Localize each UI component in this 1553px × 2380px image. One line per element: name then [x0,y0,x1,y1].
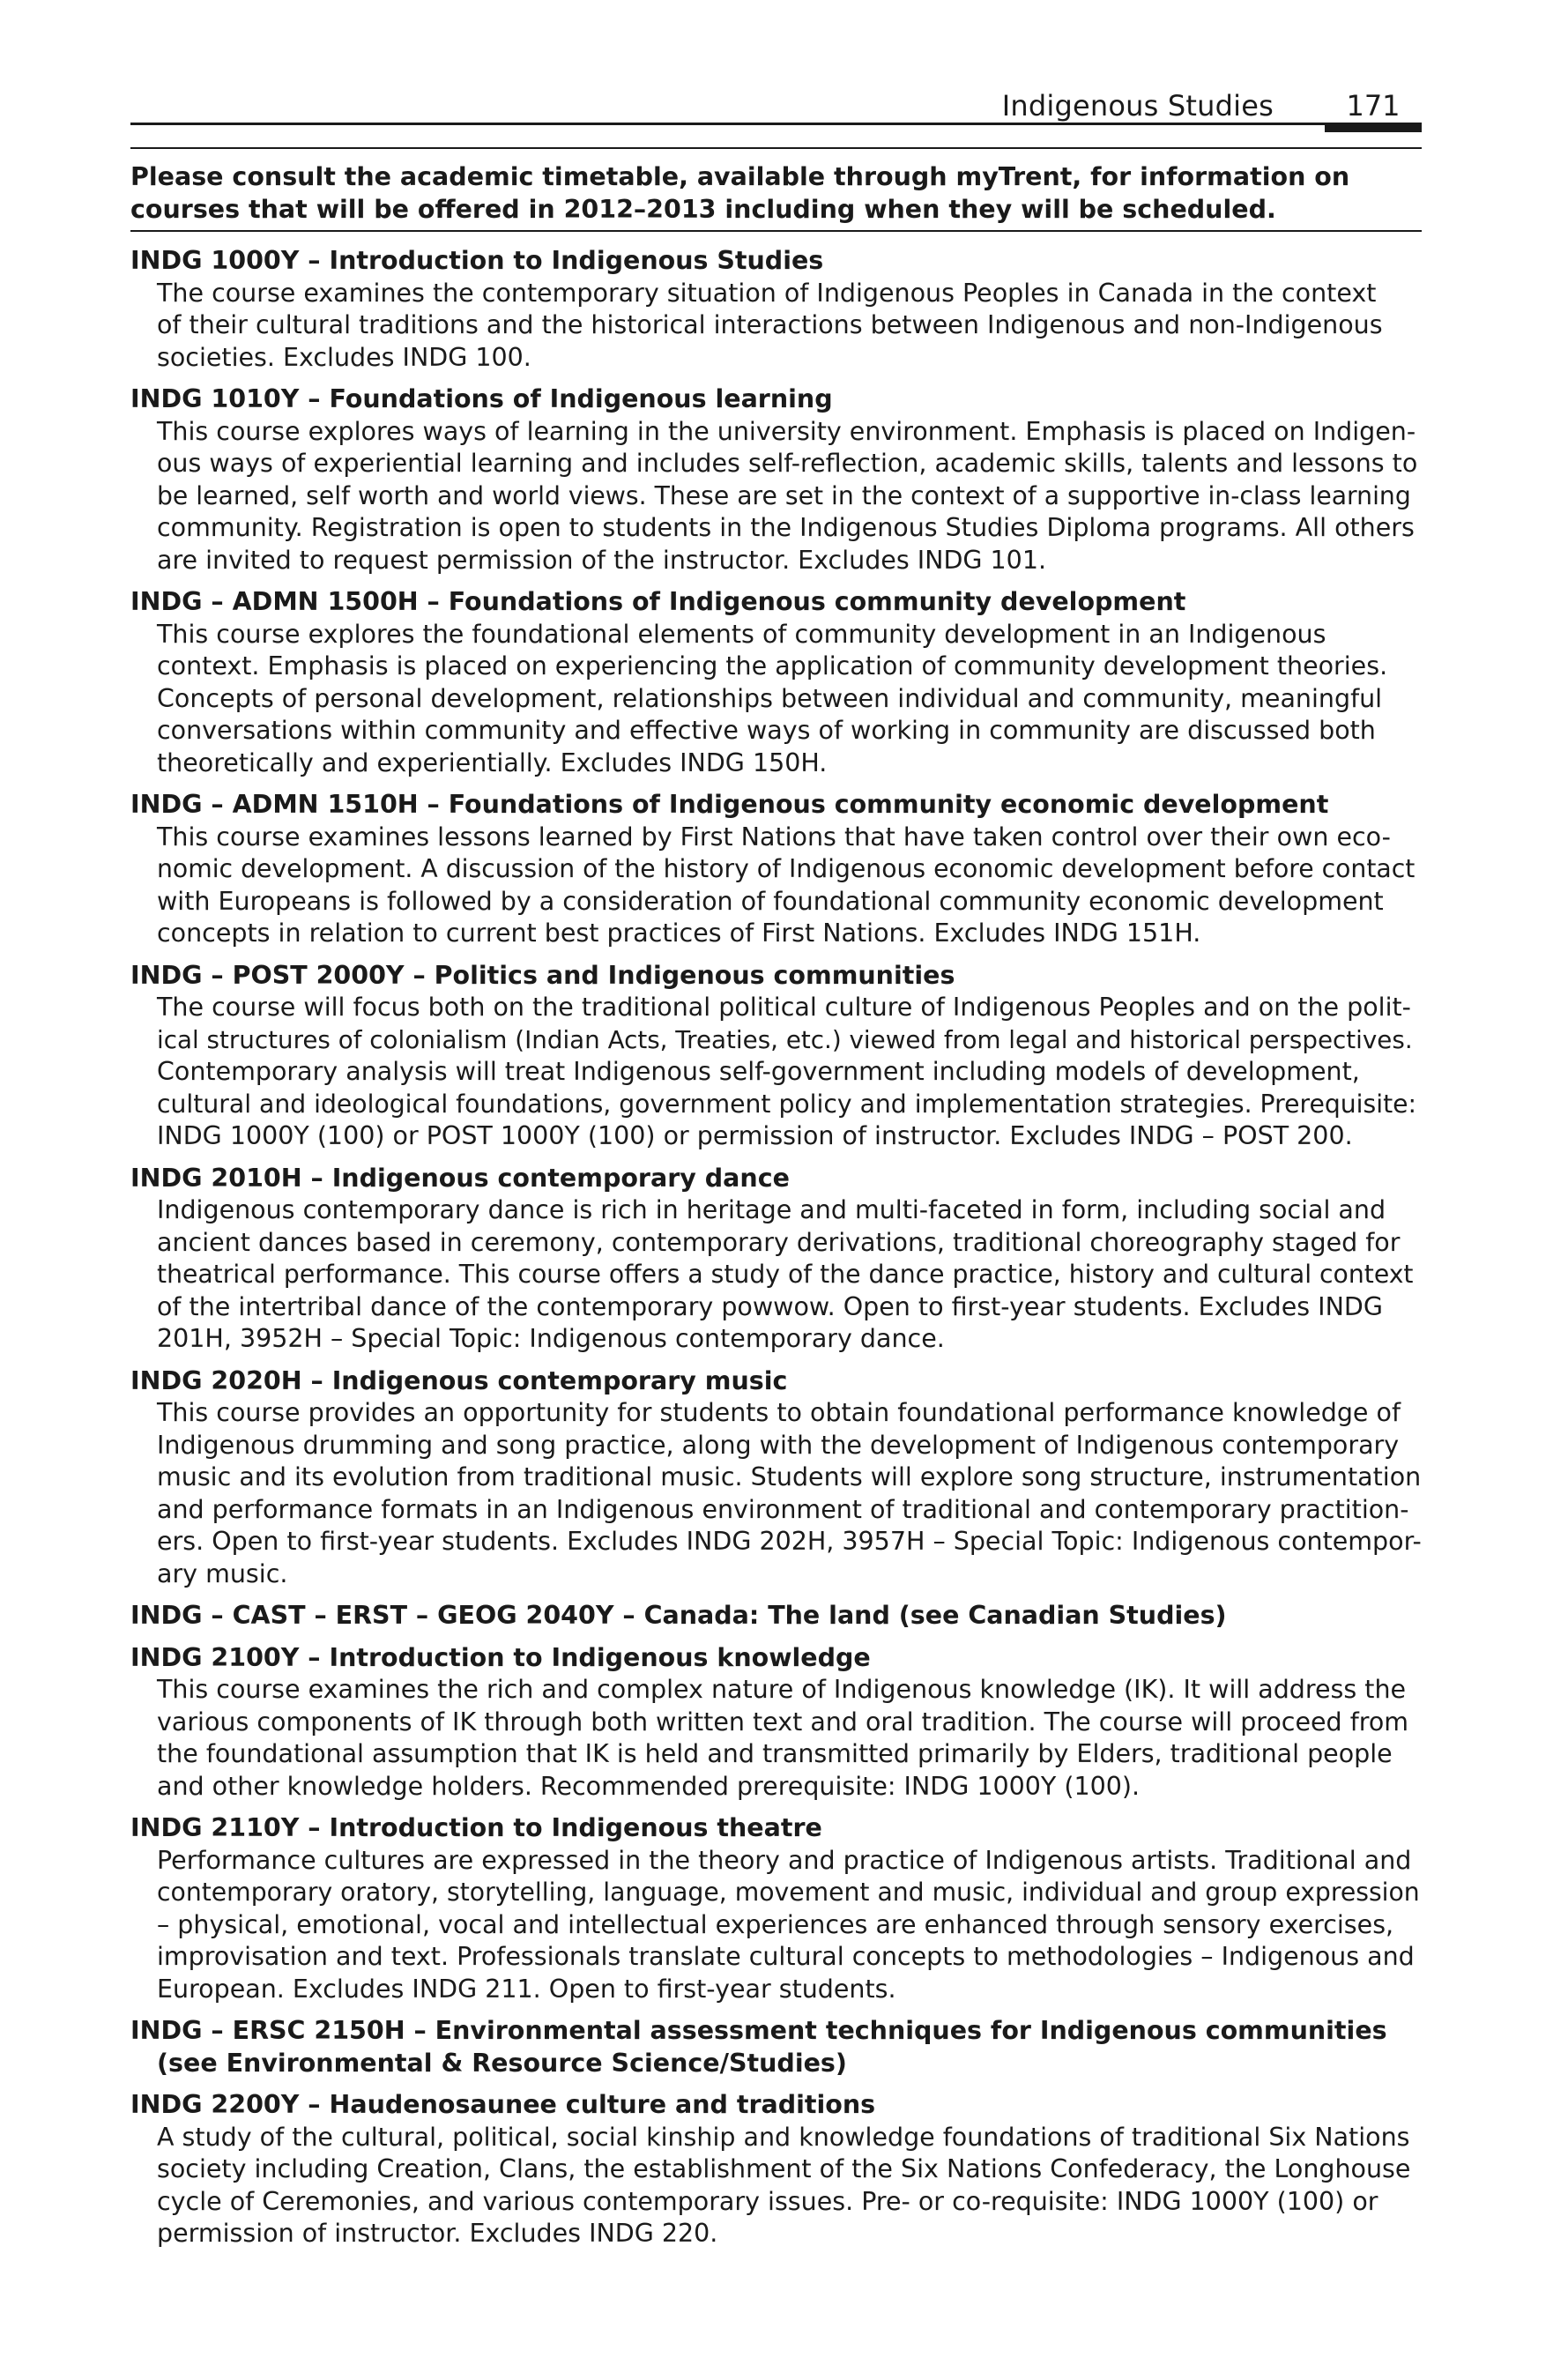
description-line: Concepts of personal development, relationships between individual and community, meaningful [157,683,1383,713]
description-line: music and its evolution from traditional music. Students will explore song structure, instrumentation [157,1462,1422,1491]
description-line: theoretically and experientially. Excludes INDG 150H. [157,747,828,777]
description-line: cultural and ideological foundations, government policy and implementation strategies. Prerequisite: [157,1089,1417,1119]
description-line: – physical, emotional, vocal and intellectual experiences are enhanced through sensory exercises, [157,1909,1394,1939]
page-number: 171 [1346,89,1401,123]
course-description [130,619,1422,780]
course-description [130,1674,1422,1803]
description-line: The course examines the contemporary situation of Indigenous Peoples in Canada in the context [157,278,1377,308]
description-line: conversations within community and effective ways of working in community are discussed both [157,716,1376,745]
description-line: This course examines the rich and complex nature of Indigenous knowledge (IK). It will address the [157,1675,1407,1704]
course-entry [130,1642,1422,1804]
course-entry [130,1812,1422,2005]
course-description [130,822,1422,950]
course-entry [130,586,1422,779]
description-line: various components of IK through both written text and oral tradition. The course will proceed from [157,1707,1409,1737]
description-line: and other knowledge holders. Recommended prerequisite: INDG 1000Y (100). [157,1771,1141,1801]
course-entry [130,2089,1422,2250]
description-line: context. Emphasis is placed on experiencing the application of community development theories. [157,651,1388,681]
course-entry [130,245,1422,374]
course-title: INDG 1010Y – Foundations of Indigenous learning [130,384,833,413]
description-line: with Europeans is followed by a consideration of foundational community economic development [157,886,1384,916]
description-line: improvisation and text. Professionals translate cultural concepts to methodologies – Indigenous and [157,1942,1415,1971]
description-line: community. Registration is open to students in the Indigenous Studies Diploma programs. All others [157,513,1415,542]
course-title: INDG – ADMN 1500H – Foundations of Indigenous community development [130,587,1186,616]
course-entry [130,960,1422,1153]
description-line: ancient dances based in ceremony, contemporary derivations, traditional choreography staged for [157,1227,1401,1257]
description-line: permission of instructor. Excludes INDG 220. [157,2219,718,2248]
course-description [130,2122,1422,2250]
description-line: ers. Open to first-year students. Excludes INDG 202H, 3957H – Special Topic: Indigenous contempor- [157,1527,1422,1556]
running-head-section: Indigenous Studies [1001,89,1274,123]
description-line: of their cultural traditions and the historical interactions between Indigenous and non-Indigenous [157,310,1383,339]
description-line: Performance cultures are expressed in the theory and practice of Indigenous artists. Traditional and [157,1845,1412,1875]
description-line: and performance formats in an Indigenous environment of traditional and contemporary practition- [157,1494,1409,1524]
description-line: of the intertribal dance of the contemporary powwow. Open to first-year students. Excludes INDG [157,1291,1383,1321]
description-line: ous ways of experiential learning and includes self-reflection, academic skills, talents and lessons to [157,449,1418,478]
description-line: Indigenous contemporary dance is rich in heritage and multi-faceted in form, including social and [157,1195,1386,1224]
description-line: This course examines lessons learned by First Nations that have taken control over their own eco- [157,822,1391,852]
description-line: cycle of Ceremonies, and various contemporary issues. Pre- or co-requisite: INDG 1000Y (100) or [157,2186,1378,2216]
course-entry [130,2015,1422,2079]
description-line: European. Excludes INDG 211. Open to first-year students. [157,1974,896,2004]
description-line: This course provides an opportunity for students to obtain foundational performance knowledge of [157,1398,1401,1427]
course-description [130,992,1422,1153]
course-title: INDG – ADMN 1510H – Foundations of Indigenous community economic development [130,790,1329,819]
course-title: INDG – CAST – ERST – GEOG 2040Y – Canada: The land (see Canadian Studies) [130,1601,1227,1630]
course-description [130,416,1422,577]
notice-top-rule [130,147,1422,149]
course-entry [130,1365,1422,1591]
course-description [130,1845,1422,2006]
timetable-notice: Please consult the academic timetable, available through myTrent, for information on courses that will be offered in 2012–2013 including when they will be scheduled. [130,162,1350,224]
description-line: concepts in relation to current best practices of First Nations. Excludes INDG 151H. [157,919,1201,948]
description-line: ical structures of colonialism (Indian Acts, Treaties, etc.) viewed from legal and historical perspectives. [157,1024,1413,1054]
description-line: ary music. [157,1558,288,1588]
description-line: societies. Excludes INDG 100. [157,342,531,372]
course-description [130,278,1422,375]
description-line: the foundational assumption that IK is held and transmitted primarily by Elders, traditional people [157,1739,1393,1768]
description-line: 201H, 3952H – Special Topic: Indigenous contemporary dance. [157,1324,945,1353]
description-line: theatrical performance. This course offers a study of the dance practice, history and cultural context [157,1260,1414,1289]
description-line: contemporary oratory, storytelling, language, movement and music, individual and group expression [157,1878,1420,1907]
description-line: A study of the cultural, political, social kinship and knowledge foundations of traditional Six Nations [157,2122,1410,2152]
description-line: INDG 1000Y (100) or POST 1000Y (100) or permission of instructor. Excludes INDG – POST 200. [157,1121,1353,1150]
running-head [130,78,1422,123]
course-description [130,1397,1422,1590]
course-title: INDG 2020H – Indigenous contemporary music [130,1365,788,1395]
description-line: This course explores ways of learning in the university environment. Emphasis is placed on Indigen- [157,416,1416,446]
description-line: This course explores the foundational elements of community development in an Indigenous [157,619,1326,649]
description-line: nomic development. A discussion of the history of Indigenous economic development before contact [157,854,1416,883]
course-description [130,1194,1422,1356]
course-entry [130,789,1422,950]
course-entry [130,383,1422,576]
description-line: Contemporary analysis will treat Indigenous self-government including models of development, [157,1057,1360,1086]
page-number-tab [1325,123,1422,132]
notice-bottom-rule [130,230,1422,232]
course-title: INDG 2100Y – Introduction to Indigenous knowledge [130,1642,871,1672]
description-line: be learned, self worth and world views. These are set in the context of a supportive in-class learning [157,480,1411,510]
description-line: Indigenous drumming and song practice, along with the development of Indigenous contemporary [157,1430,1400,1460]
catalog-page [130,0,1422,2380]
course-title: INDG – POST 2000Y – Politics and Indigenous communities [130,960,955,990]
description-line: are invited to request permission of the instructor. Excludes INDG 101. [157,545,1047,575]
course-title: INDG 1000Y – Introduction to Indigenous Studies [130,246,824,275]
course-entry [130,1163,1422,1356]
course-title: INDG 2110Y – Introduction to Indigenous theatre [130,1813,822,1842]
header-rule [130,123,1422,125]
course-title: INDG 2200Y – Haudenosaunee culture and traditions [130,2090,876,2119]
description-line: society including Creation, Clans, the establishment of the Six Nations Confederacy, the Longhouse [157,2154,1411,2183]
course-list [130,245,1422,2260]
course-entry [130,1600,1422,1633]
course-title: INDG – ERSC 2150H – Environmental assessment techniques for Indigenous communities (see Environmental & Resource Science/Studies) [130,2016,1387,2078]
description-line: The course will focus both on the traditional political culture of Indigenous Peoples and on the polit- [157,993,1411,1022]
course-title: INDG 2010H – Indigenous contemporary dance [130,1163,790,1193]
